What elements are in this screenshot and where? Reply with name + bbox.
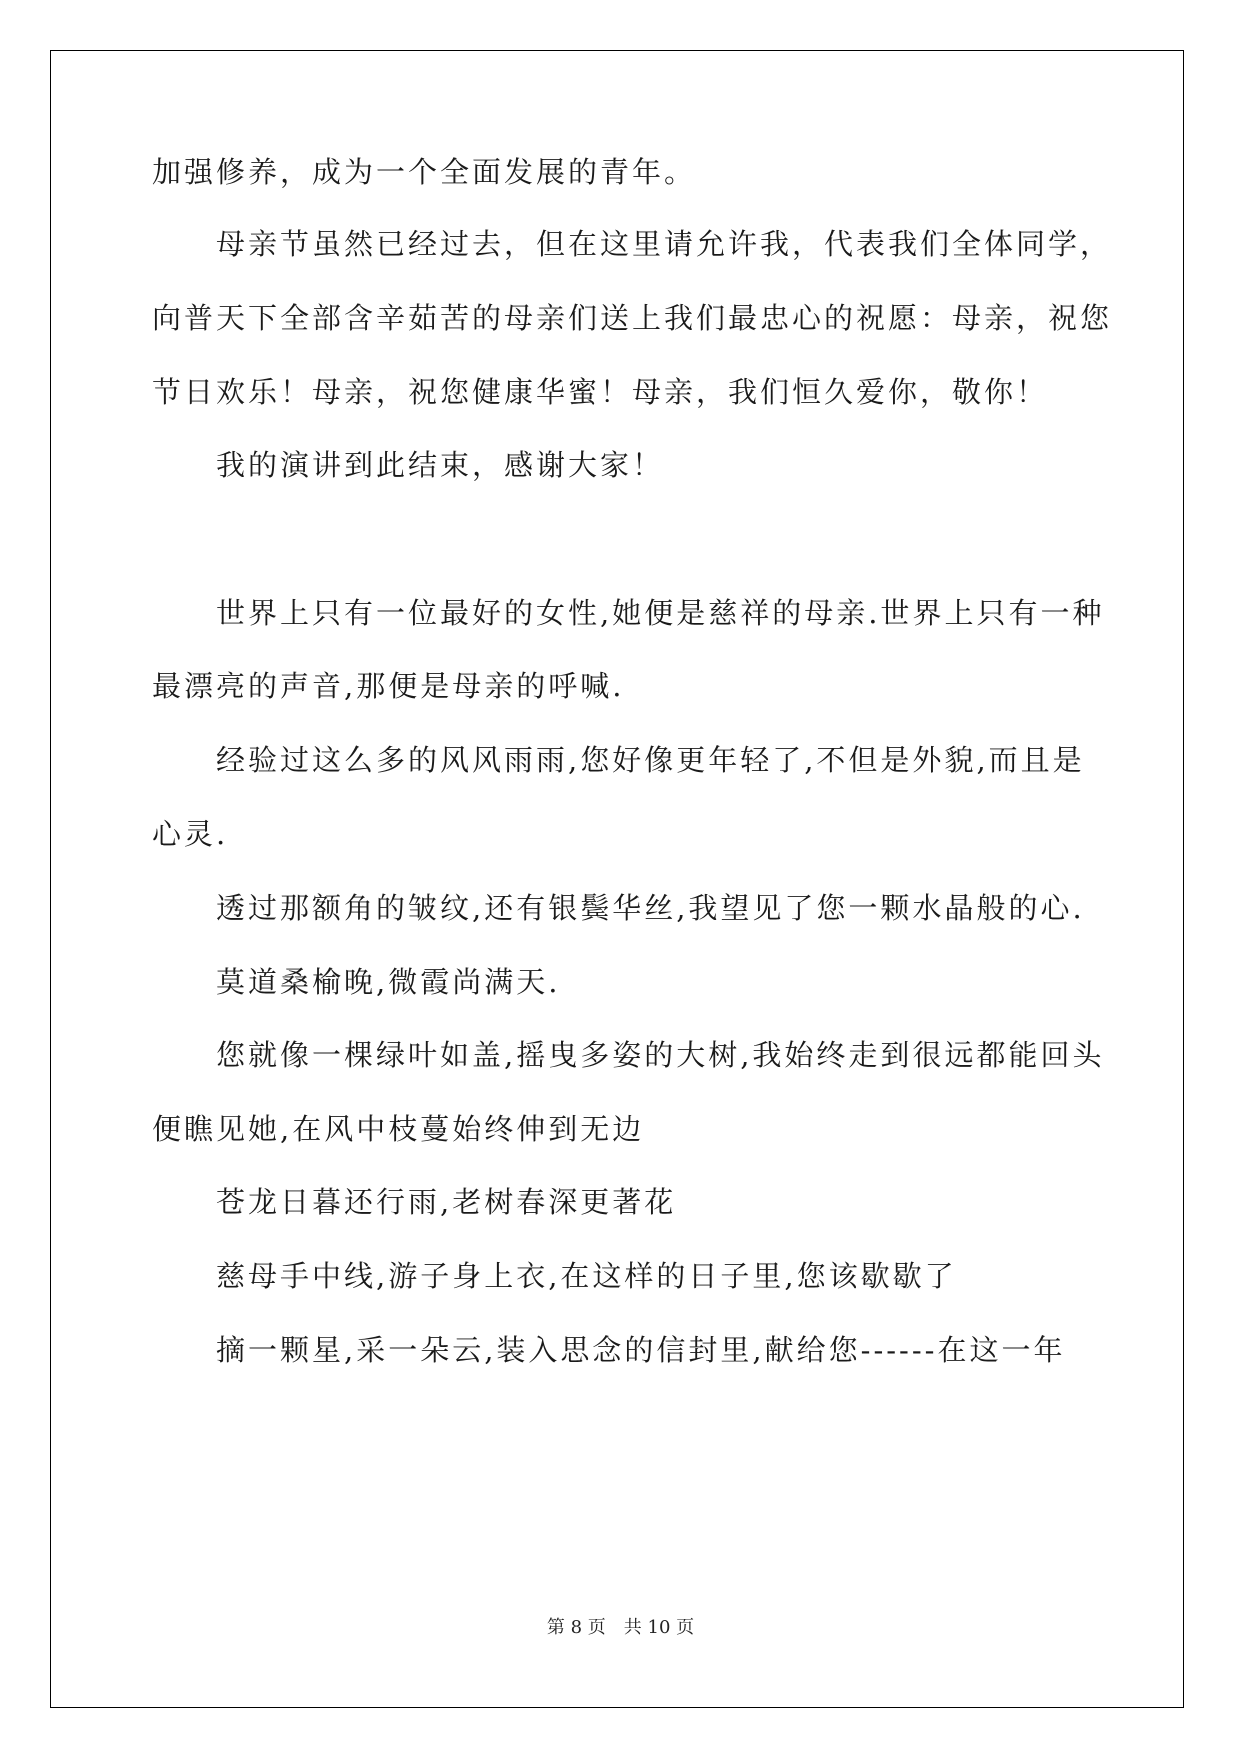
text-line: 苍龙日暮还行雨,老树春深更著花 [216,1185,677,1219]
text-line: 您就像一棵绿叶如盖,摇曳多姿的大树,我始终走到很远都能回头 [216,1038,1105,1072]
text-line: 向普天下全部含辛茹苦的母亲们送上我们最忠心的祝愿：母亲，祝您 [152,301,1113,335]
text-line: 我的演讲到此结束，感谢大家！ [216,448,665,482]
text-line: 便瞧见她,在风中枝蔓始终伸到无边 [152,1112,645,1146]
text-line: 母亲节虽然已经过去，但在这里请允许我，代表我们全体同学， [216,227,1113,261]
text-line: 透过那额角的皱纹,还有银鬓华丝,我望见了您一颗水晶般的心. [216,891,1085,925]
text-line: 世界上只有一位最好的女性,她便是慈祥的母亲.世界上只有一种 [216,596,1105,630]
text-line: 摘一颗星,采一朵云,装入思念的信封里,献给您------在这一年 [216,1333,1066,1367]
page-number: 第 8 页 共 10 页 [546,1617,695,1638]
text-line: 最漂亮的声音,那便是母亲的呼喊. [152,669,625,703]
text-line: 节日欢乐！母亲，祝您健康华蜜！母亲，我们恒久爱你，敬你！ [152,375,1049,409]
text-line: 加强修养，成为一个全面发展的青年。 [152,155,697,189]
text-line: 莫道桑榆晚,微霞尚满天. [216,965,561,999]
text-line: 慈母手中线,游子身上衣,在这样的日子里,您该歇歇了 [216,1259,957,1293]
text-line: 经验过这么多的风风雨雨,您好像更年轻了,不但是外貌,而且是 [216,743,1085,777]
text-line: 心灵. [152,817,229,851]
